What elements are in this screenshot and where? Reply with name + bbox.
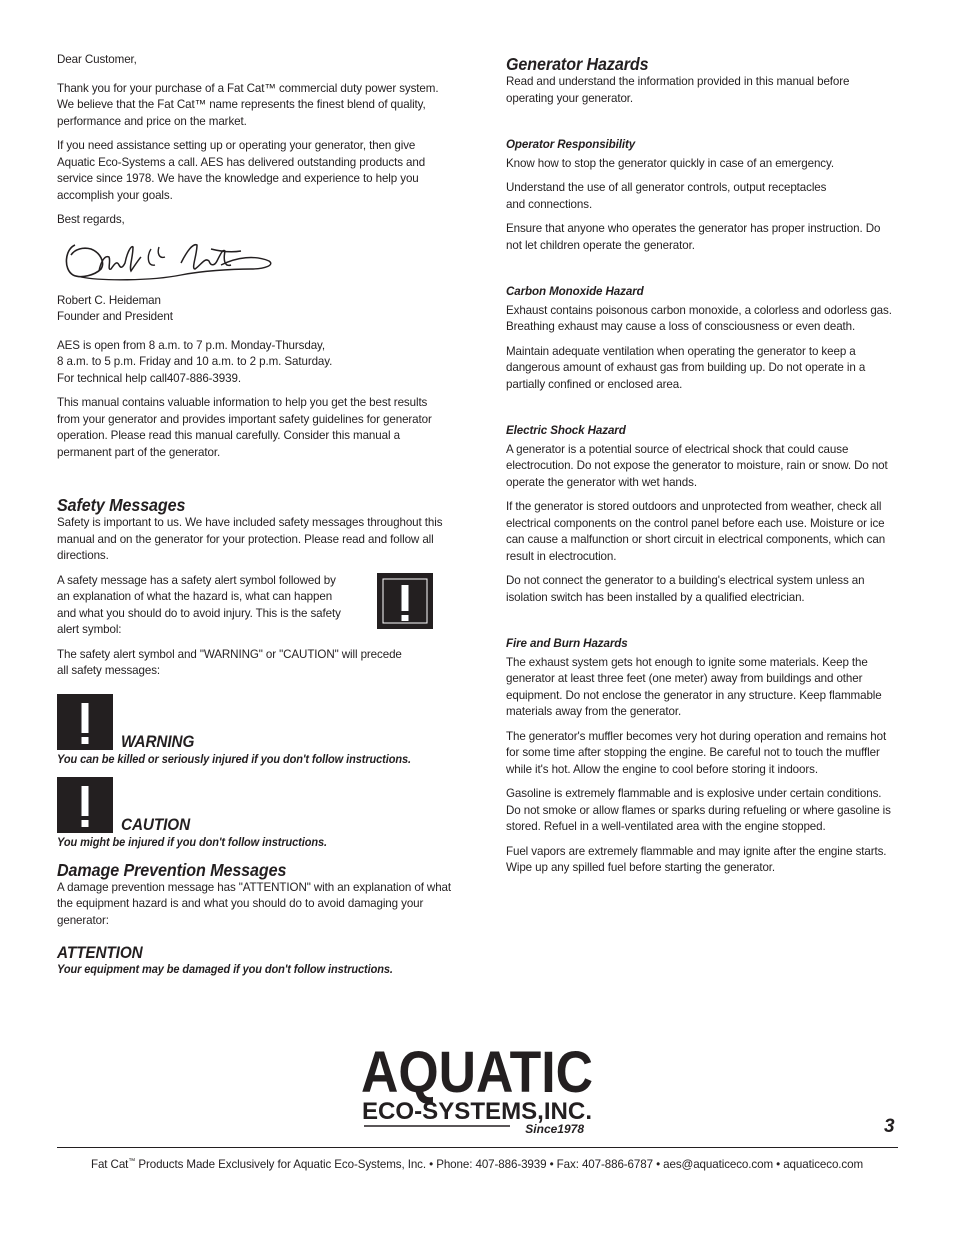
exclamation-triangle-icon (377, 573, 433, 629)
generator-hazards-heading: Generator Hazards (506, 54, 649, 74)
signature-image (61, 235, 281, 287)
operator-paragraph-1: Know how to stop the generator quickly in case of an emergency. (506, 156, 834, 170)
hours-line-2: 8 a.m. to 5 p.m. Friday and 10 a.m. to 2 p.m. Saturday. (57, 355, 333, 368)
carbon-monoxide-heading: Carbon Monoxide Hazard (506, 285, 644, 298)
signer-title: Founder and President (57, 310, 173, 323)
attention-signal-word: ATTENTION (57, 943, 143, 962)
footer-brand: Fat Cat (90, 1158, 129, 1171)
safety-messages-heading: Safety Messages (57, 495, 186, 515)
fire-paragraph-3: Gasoline is extremely flammable and is explosive under certain conditions. Do not smoke or allow flames or sparks during refueling or where gasoline is stored. Refuel in a well-ventilated area with the engine stopped. (506, 787, 891, 833)
business-hours (57, 338, 452, 388)
logo-wordmark-eco-systems: ECO-SYSTEMS,INC. (362, 1098, 592, 1125)
safety-paragraph-3: The safety alert symbol and "WARNING" or "CAUTION" will precede all safety messages: (57, 647, 402, 677)
letter-closing: Best regards, (57, 213, 125, 226)
damage-prevention-heading: Damage Prevention Messages (57, 859, 287, 880)
co-paragraph-1: Exhaust contains poisonous carbon monoxide, a colorless and odorless gas. Breathing exhaust may cause a loss of consciousness or even death. (506, 303, 892, 333)
caution-signal-word: CAUTION (121, 814, 191, 834)
safety-paragraph-1: Safety is important to us. We have included safety messages throughout this manual and on the generator for your protection. Please read and follow all directions. (57, 516, 443, 562)
safety-alert-explanation (57, 573, 452, 647)
left-column (57, 52, 452, 977)
co-paragraph-2: Maintain adequate ventilation when operating the generator to keep a dangerous amount of exhaust gas from building up. Do not operate in a partially confined or enclosed area. (506, 344, 866, 391)
fire-paragraph-1: The exhaust system gets hot enough to ignite some materials. Keep the generator at least three feet (one meter) away from buildings and other equipment. Do not enclose the generator in any structure. Keep flammable materials away from the generator. (506, 655, 882, 718)
shock-paragraph-2: If the generator is stored outdoors and unprotected from weather, check all electrical components on the control panel before each use. Moisture or ice can cause a malfunction or short circuit in electrical components, which can result in electrocution. (506, 500, 886, 563)
warning-signal-word: WARNING (121, 731, 195, 751)
footer-contact: Products Made Exclusively for Aquatic Eco-Systems, Inc. • Phone: 407-886-3939 • Fax: 407-886-6787 • aes@aquaticeco.com • aquaticeco.com (135, 1158, 864, 1171)
hazards-intro: Read and understand the information provided in this manual before operating your generator. (506, 75, 850, 105)
caution-exclamation-icon (57, 777, 113, 833)
right-column (506, 52, 898, 885)
electric-shock-heading: Electric Shock Hazard (506, 424, 626, 437)
letter-paragraph-2: If you need assistance setting up or operating your generator, then give Aquatic Eco-Systems a call. AES has delivered outstanding products and service since 1978. We have the knowledge and experience to help you accomplish your goals. (57, 139, 426, 202)
footer (0, 1158, 954, 1171)
letter-greeting: Dear Customer, (57, 53, 137, 66)
letter-paragraph-3: This manual contains valuable information to help you get the best results from your generator and provides important safety guidelines for generator operation. Please read this manual carefully. Consider this manual a permanent part of the generator. (57, 396, 432, 459)
operator-paragraph-2: Understand the use of all generator controls, output receptacles and connections. (506, 181, 827, 211)
letter-paragraph-1: Thank you for your purchase of a Fat Cat™ commercial duty power system. We believe that the Fat Cat™ name represents the finest blend of quality, performance and price on the market. (57, 81, 439, 128)
operator-paragraph-3: Ensure that anyone who operates the generator has proper instruction. Do not let children operate the generator. (506, 222, 881, 252)
logo-since-1978: Since1978 (525, 1122, 584, 1136)
aquatic-eco-systems-logo (360, 1040, 595, 1136)
signer-name: Robert C. Heideman (57, 293, 161, 307)
operator-responsibility-heading: Operator Responsibility (506, 138, 636, 151)
shock-paragraph-3: Do not connect the generator to a building's electrical system unless an isolation switch has been installed by a qualified electrician. (506, 574, 865, 604)
page-number: 3 (884, 1116, 895, 1137)
hours-line-1: AES is open from 8 a.m. to 7 p.m. Monday-Thursday, (57, 338, 325, 352)
caution-message (57, 777, 452, 850)
fire-burn-heading: Fire and Burn Hazards (506, 637, 628, 650)
footer-trademark: ™ (128, 1158, 136, 1166)
logo-wordmark-aquatic: AQUATIC (361, 1040, 593, 1105)
fire-paragraph-4: Fuel vapors are extremely flammable and may ignite after the engine starts. Wipe up any spilled fuel before starting the generator. (506, 844, 887, 874)
shock-paragraph-1: A generator is a potential source of electrical shock that could cause electrocution. Do not expose the generator to moisture, rain or snow. Do not operate the generator with wet hands. (506, 442, 888, 489)
caution-text: You might be injured if you don't follow instructions. (57, 835, 327, 849)
fire-paragraph-2: The generator's muffler becomes very hot during operation and remains hot for some time after stopping the engine. Be careful not to touch the muffler while it's hot. Allow the engine to cool before storing it indoors. (506, 729, 887, 776)
warning-message (57, 694, 452, 767)
safety-paragraph-2: A safety message has a safety alert symbol followed by an explanation of what the hazard is, what can happen and what you should do to avoid injury. This is the safety alert symbol: (57, 573, 341, 636)
attention-text: Your equipment may be damaged if you don't follow instructions. (57, 963, 393, 976)
damage-paragraph-1: A damage prevention message has "ATTENTION" with an explanation of what the equipment hazard is and what you should do to avoid damaging your generator: (57, 880, 452, 927)
hours-line-3: For technical help call407-886-3939. (57, 371, 241, 385)
footer-divider (57, 1147, 898, 1148)
warning-text: You can be killed or seriously injured if you don't follow instructions. (57, 752, 411, 766)
signer-block (57, 293, 452, 326)
warning-exclamation-icon (57, 694, 113, 750)
